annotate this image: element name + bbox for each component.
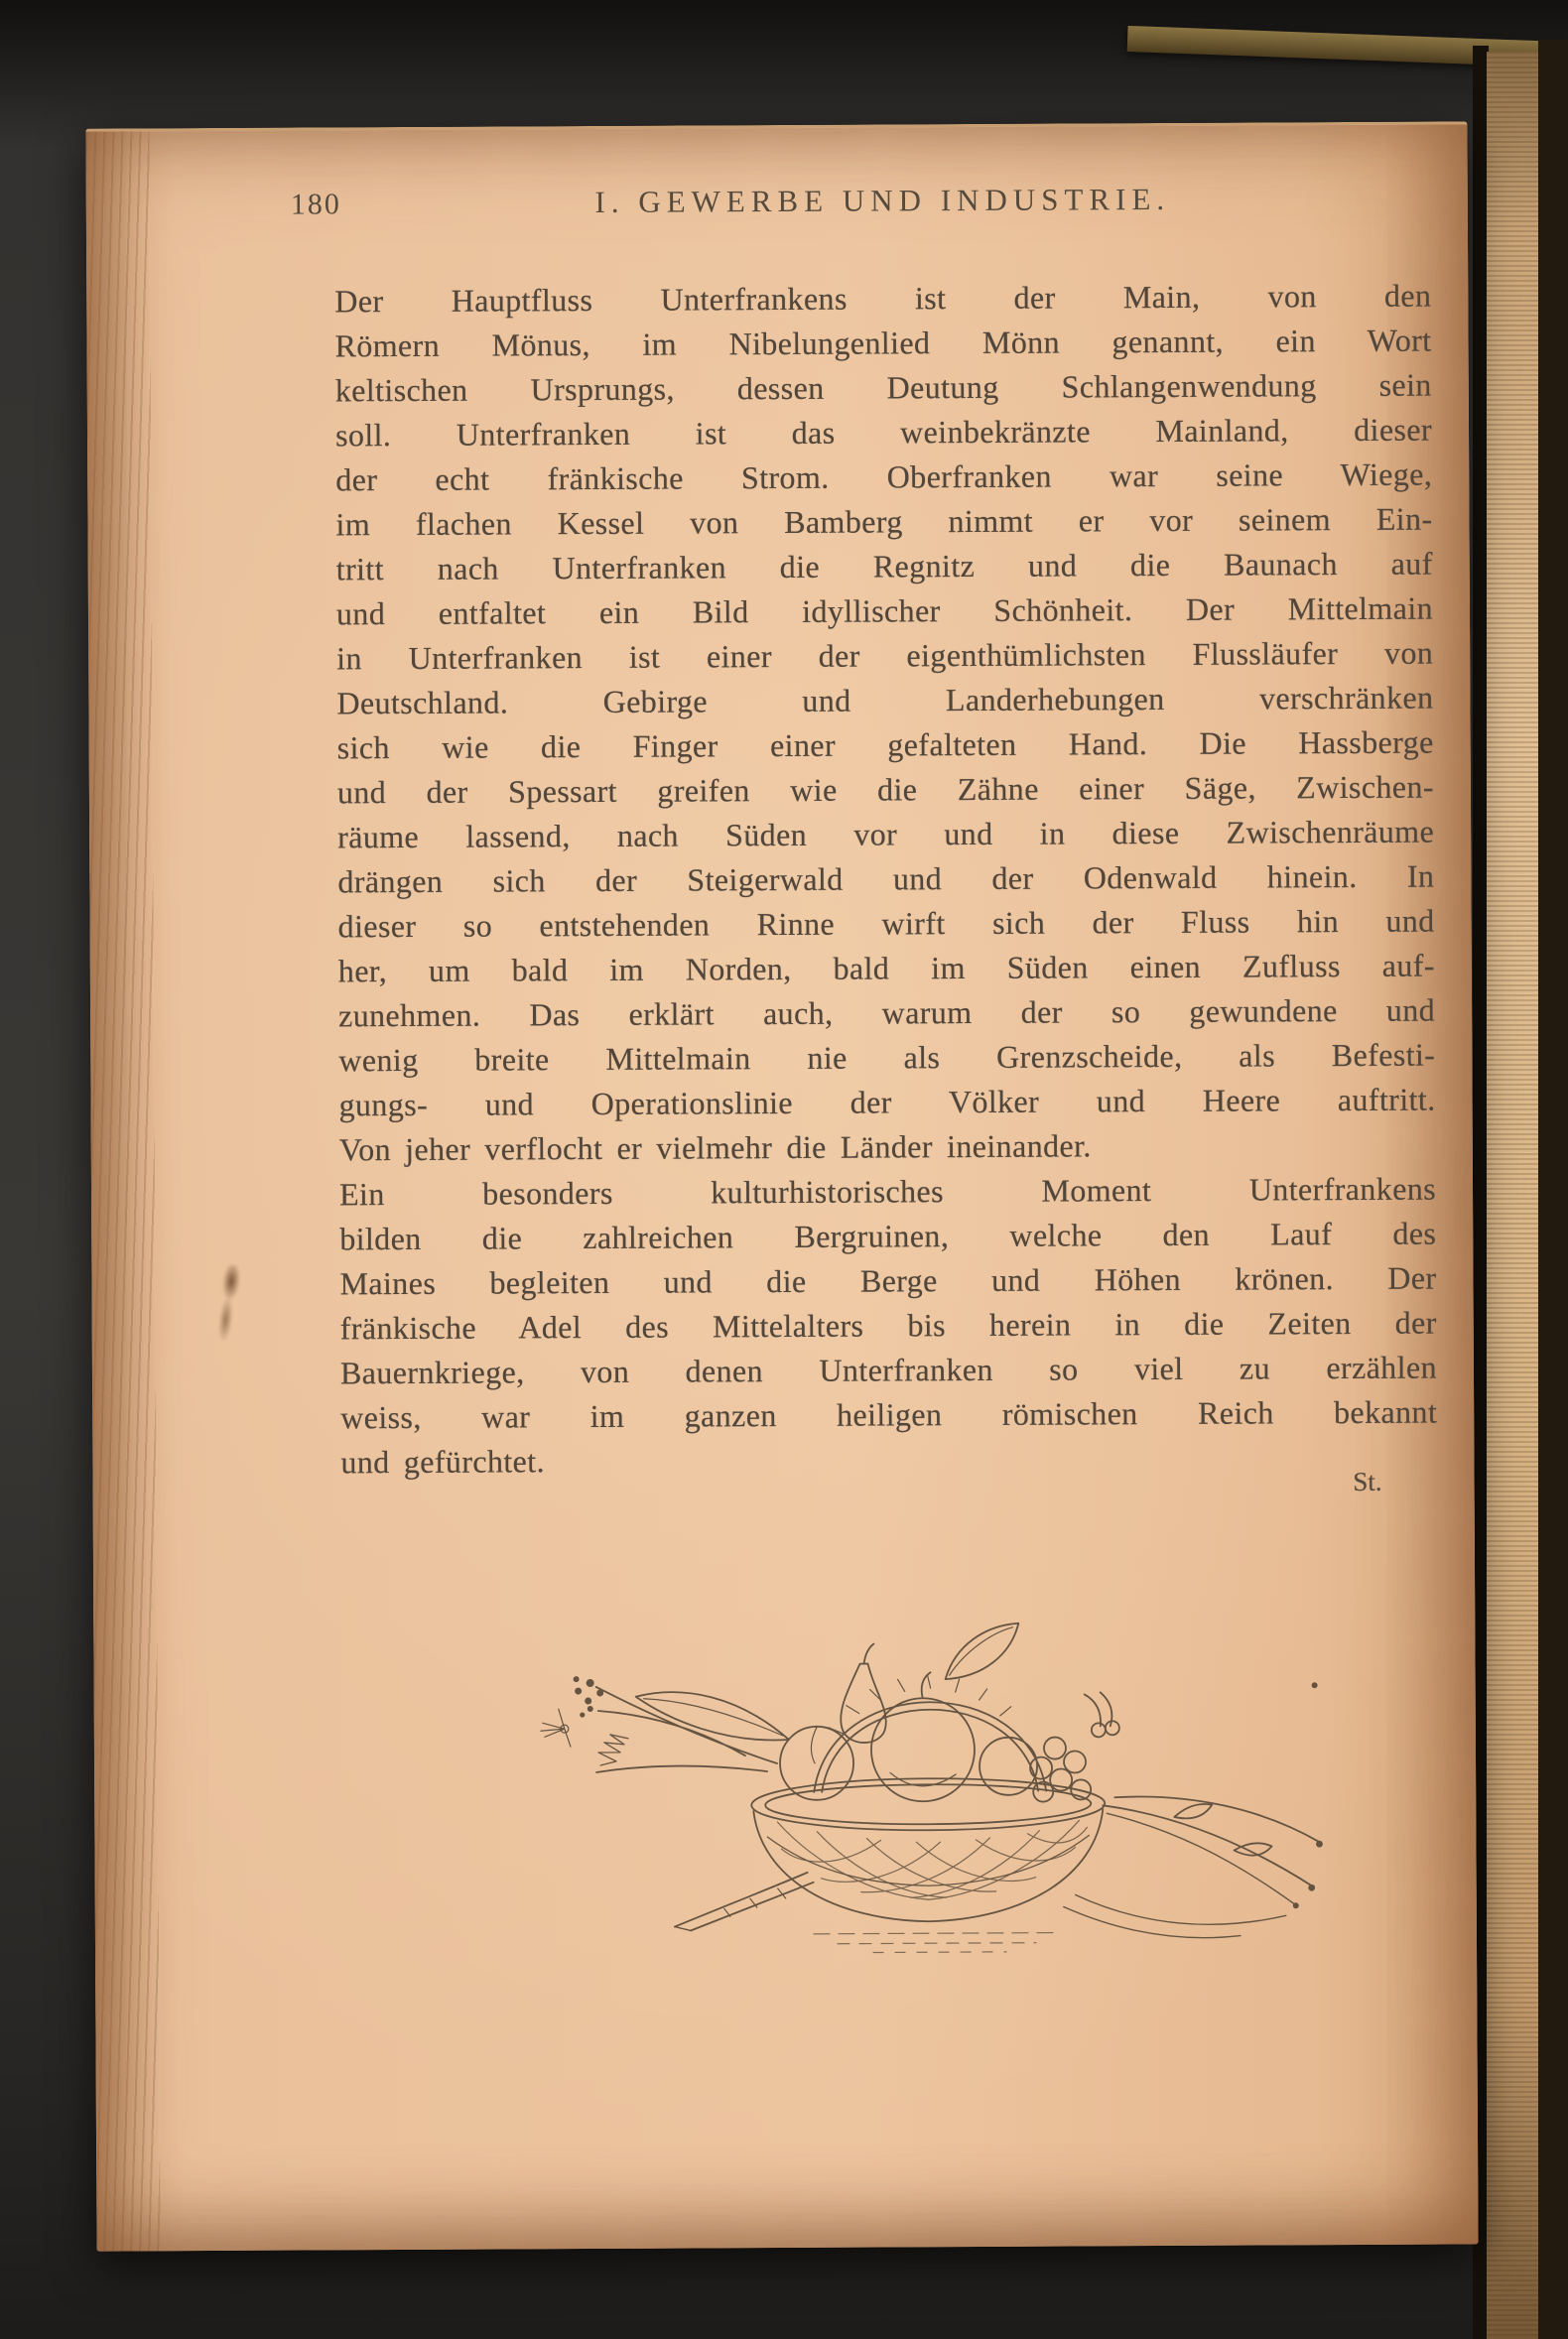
text-line: Deutschland. Gebirge und Landerhebungen verschränken xyxy=(336,679,1434,721)
page-number: 180 xyxy=(290,188,341,221)
text-line: zunehmen. Das erklärt auch, warum der so gewundene und xyxy=(337,991,1436,1034)
text-line: und der Spessart greifen wie die Zähne einer Säge, Zwischen- xyxy=(336,768,1434,811)
page-stack-edge-left xyxy=(85,131,160,2251)
text-line: drängen sich der Steigerwald und der Odenwald hinein. In xyxy=(337,857,1435,900)
body-text xyxy=(334,274,1437,1486)
text-line: gungs- und Operationslinie der Völker und Heere auftritt. xyxy=(338,1081,1436,1123)
text-line: Von jeher verflocht er vielmehr die Länder ineinander. xyxy=(338,1127,1092,1168)
text-line: der echt fränkische Strom. Oberfranken war seine Wiege, xyxy=(335,455,1433,498)
text-line: dieser so entstehenden Rinne wirft sich der Fluss hin und xyxy=(337,902,1435,945)
text-line: wenig breite Mittelmain nie als Grenzscheide, als Befesti- xyxy=(338,1036,1436,1079)
text-line: und gefürchtet. xyxy=(340,1443,546,1481)
text-line: Ein besonders kulturhistorisches Moment Unterfrankens xyxy=(338,1170,1437,1213)
text-line: Maines begleiten und die Berge und Höhen krönen. Der xyxy=(339,1259,1437,1302)
text-line: bilden die zahlreichen Bergruinen, welche den Lauf des xyxy=(339,1215,1437,1257)
text-line: und entfaltet ein Bild idyllischer Schönheit. Der Mittelmain xyxy=(335,589,1434,632)
fruit-basket-illustration xyxy=(478,1566,1338,1968)
paragraph xyxy=(339,1167,1438,1486)
book-cover xyxy=(1538,40,1568,2339)
text-line: Bauernkriege, von denen Unterfranken so viel zu erzählen xyxy=(339,1349,1438,1391)
book-fore-edge xyxy=(1487,52,1540,2339)
author-signature: St. xyxy=(1353,1466,1382,1496)
text-line: weiss, war im ganzen heiligen römischen Reich bekannt xyxy=(340,1393,1438,1436)
ink-smudge xyxy=(214,1263,243,1343)
text-line: räume lassend, nach Süden vor und in diese Zwischenräume xyxy=(337,813,1435,855)
text-line: Römern Mönus, im Nibelungenlied Mönn genannt, ein Wort xyxy=(334,322,1432,364)
running-header: I. GEWERBE UND INDUSTRIE. xyxy=(594,181,1171,219)
book-page xyxy=(85,121,1478,2251)
text-line: her, um bald im Norden, bald im Süden einen Zufluss auf- xyxy=(337,947,1435,989)
text-line: fränkische Adel des Mittelalters bis herein in die Zeiten der xyxy=(339,1304,1437,1347)
text-line: in Unterfranken ist einer der eigenthümlichsten Flussläufer von xyxy=(336,634,1434,677)
text-line: soll. Unterfranken ist das weinbekränzte Mainland, dieser xyxy=(334,411,1433,454)
paragraph xyxy=(334,274,1436,1173)
fruit-basket-vignette-svg xyxy=(478,1566,1338,1968)
text-line: Der Hauptfluss Unterfrankens ist der Main, von den xyxy=(334,277,1432,320)
text-line: keltischen Ursprungs, dessen Deutung Schlangenwendung sein xyxy=(334,366,1432,409)
text-line: tritt nach Unterfranken die Regnitz und die Baunach auf xyxy=(335,545,1433,587)
text-line: im flachen Kessel von Bamberg nimmt er vor seinem Ein- xyxy=(335,500,1433,543)
text-line: sich wie die Finger einer gefalteten Hand. Die Hassberge xyxy=(336,723,1434,766)
